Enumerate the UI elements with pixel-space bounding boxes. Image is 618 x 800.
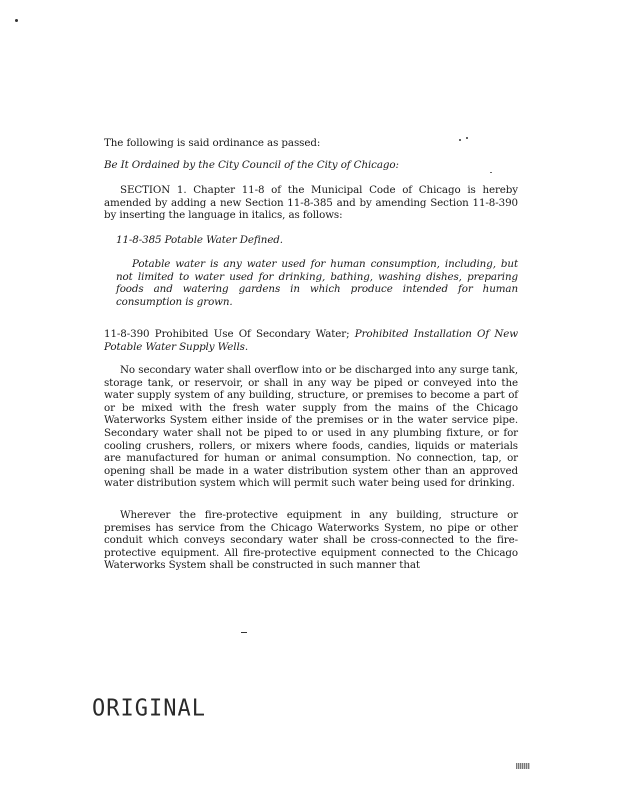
section-390-heading-italic: Prohibited Installation Of New Potable Water Supply Wells. [104,328,518,353]
scan-mark [516,763,530,769]
original-stamp: ORIGINAL [92,695,206,722]
section-390-paragraph-1: No secondary water shall overflow into or be discharged into any surge tank, storage tank, or reservoir, or shall in any way be piped or conveyed into the water supply system of any building, structure, or premises to become a part of or be mixed with the fresh water supply from the mains of the Chicago Waterworks System either inside of the premises or in the water service pipe. Secondary water shall not be piped to or used in any plumbing fixture, or for cooling crushers, rollers, or mixers where foods, candies, liquids or materials are manufactured for human or animal consumption. No connection, tap, or opening shall be made in a water distribution system other than an approved water distribution system which will permit such water being used for drinking. [104,364,518,490]
scan-speck [241,632,247,633]
section-385-body: Potable water is any water used for human consumption, including, but not limited to water used for drinking, bathing, washing dishes, preparing foods and watering gardens in which produce intended for human consumption is grown. [116,258,518,308]
section-390-heading [104,328,518,353]
scan-speck [490,172,492,173]
scan-speck [15,19,18,22]
ordained-line: Be It Ordained by the City Council of the City of Chicago: [104,159,399,171]
section-385-heading: 11-8-385 Potable Water Defined. [116,234,283,246]
section-1-paragraph: SECTION 1. Chapter 11-8 of the Municipal Code of Chicago is hereby amended by adding a new Section 11-8-385 and by amending Section 11-8-390 by inserting the language in italics, as follows: [104,184,518,222]
section-390-paragraph-2: Wherever the fire-protective equipment in any building, structure or premises has service from the Chicago Waterworks System, no pipe or other conduit which conveys secondary water shall be cross-connected to the fire-protective equipment. All fire-protective equipment connected to the Chicago Waterworks System shall be constructed in such manner that [104,509,518,572]
section-390-heading-plain: 11-8-390 Prohibited Use Of Secondary Water; [104,328,350,340]
intro-line: The following is said ordinance as passed: [104,137,321,149]
